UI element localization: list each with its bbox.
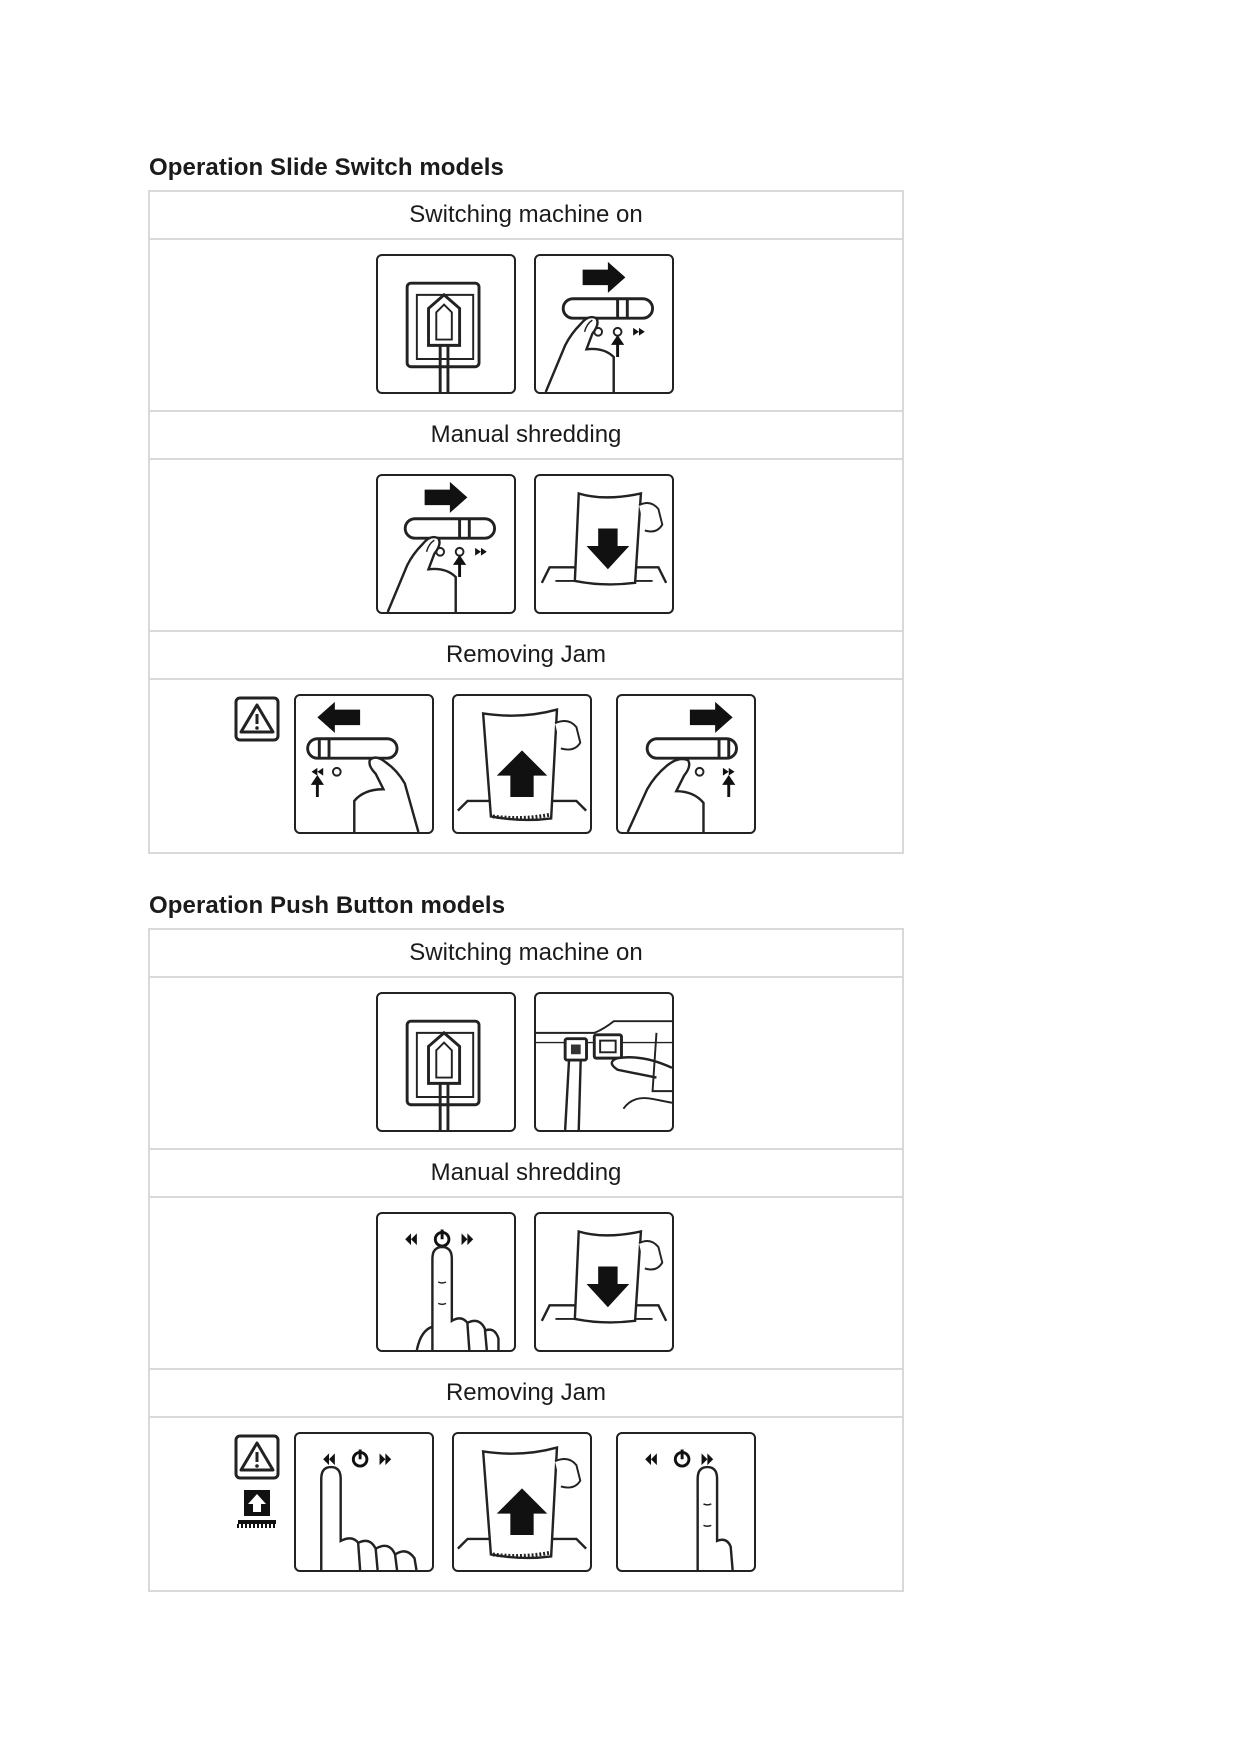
warning-icon xyxy=(234,1434,280,1480)
press-power-button-icon xyxy=(376,1212,516,1352)
row-icons-manual-shredding xyxy=(150,460,902,632)
slide-switch-right-icon xyxy=(534,254,674,394)
warning-icon xyxy=(234,696,280,742)
insert-paper-icon xyxy=(534,1212,674,1352)
row-title-removing-jam: Removing Jam xyxy=(150,1370,902,1418)
row-title-switching-on: Switching machine on xyxy=(150,192,902,240)
remove-paper-icon xyxy=(452,1432,592,1572)
row-title-removing-jam: Removing Jam xyxy=(150,632,902,680)
insert-paper-icon xyxy=(534,474,674,614)
rocker-switch-icon xyxy=(534,992,674,1132)
row-icons-removing-jam xyxy=(150,1418,902,1590)
slide-switch-instructions-table xyxy=(148,190,904,854)
slide-switch-left-reverse-icon xyxy=(294,694,434,834)
row-icons-switching-on xyxy=(150,978,902,1150)
paper-out-icon xyxy=(234,1486,280,1532)
section-title-push-button: Operation Push Button models xyxy=(149,892,506,919)
row-title-switching-on: Switching machine on xyxy=(150,930,902,978)
slide-switch-right-forward-icon xyxy=(616,694,756,834)
section-title-slide-switch: Operation Slide Switch models xyxy=(149,154,504,181)
row-icons-removing-jam xyxy=(150,680,902,852)
row-icons-manual-shredding xyxy=(150,1198,902,1370)
row-title-manual-shredding: Manual shredding xyxy=(150,1150,902,1198)
push-button-instructions-table xyxy=(148,928,904,1592)
row-icons-switching-on xyxy=(150,240,902,412)
press-forward-button-icon xyxy=(616,1432,756,1572)
press-reverse-button-icon xyxy=(294,1432,434,1572)
plug-in-socket-icon xyxy=(376,254,516,394)
plug-in-socket-icon xyxy=(376,992,516,1132)
remove-paper-icon xyxy=(452,694,592,834)
slide-switch-right-icon xyxy=(376,474,516,614)
row-title-manual-shredding: Manual shredding xyxy=(150,412,902,460)
